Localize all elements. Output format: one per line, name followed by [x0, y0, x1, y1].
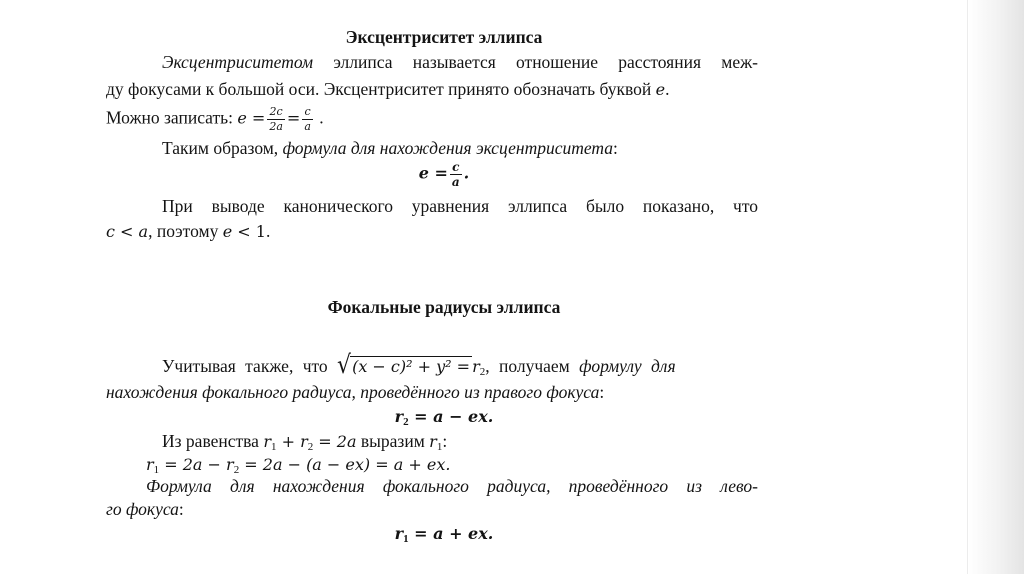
var-c: c	[106, 222, 115, 241]
subscript: 1	[153, 464, 160, 476]
subscript: 1	[436, 441, 443, 453]
paragraph-thus	[162, 137, 618, 159]
formula-for-text: формулу для	[579, 356, 676, 376]
paragraph-canonical-line-1: При выводе канонического уравнения эллипса было показано, что	[162, 196, 758, 216]
definition-text: эллипса называется отношение расстояния меж-	[333, 52, 759, 72]
express-text: выразим	[360, 431, 425, 451]
frac-den: a	[451, 175, 460, 189]
paragraph-left-focus-line-1: Формула для нахождения фокального радиуса, проведённого из лево-	[146, 476, 758, 496]
can-write-label: Можно записать:	[106, 107, 233, 128]
sqrt-content: (x − c)² + y² =	[352, 357, 471, 376]
from-equality-text: Из равенства	[162, 431, 259, 451]
frac-den: 2a	[269, 120, 283, 133]
var-e: e	[222, 222, 233, 241]
formula-r2-rest: = a − ex.	[408, 407, 494, 426]
paragraph-canonical-line-2	[106, 220, 270, 243]
period: .	[665, 79, 670, 99]
subscript: 2	[403, 416, 409, 428]
focal-radius-right-text: нахождения фокального радиуса, проведённого из правого фокуса	[106, 382, 600, 402]
subscript: 2	[307, 441, 314, 453]
formula-lhs: e =	[418, 163, 448, 183]
derivation-part-a: = 2a −	[159, 455, 227, 474]
equals-2a: = 2a	[313, 432, 357, 451]
paragraph-definition-line-1	[162, 51, 758, 73]
paragraph-considering-line-2	[106, 381, 604, 403]
frac-num: 2c	[269, 105, 283, 118]
thus-text: Таким образом,	[162, 138, 279, 158]
period: .	[319, 107, 324, 128]
section-title-eccentricity: Эксцентриситет эллипса	[345, 27, 543, 47]
colon: :	[613, 138, 618, 158]
getting-text: , получаем	[485, 356, 570, 376]
eq-lhs: e =	[237, 108, 266, 128]
var-r: r	[472, 357, 480, 376]
derivation-part-b: = 2a − (a − ex) = a + ex.	[239, 455, 451, 474]
subscript: 2	[479, 366, 486, 378]
paragraph-considering-line-1	[162, 351, 676, 380]
fraction-2c-2a	[267, 106, 285, 133]
fraction-c-a-bold	[450, 161, 462, 188]
sqrt-symbol: √	[337, 351, 352, 380]
less-than-one: < 1	[232, 222, 266, 241]
var-a: a	[138, 222, 149, 241]
page-shadow	[968, 0, 1024, 574]
formula-italic-text: формула для нахождения эксцентриситета	[282, 138, 614, 158]
subscript: 1	[270, 441, 277, 453]
left-focus-text: го фокуса	[106, 499, 179, 519]
less-than: <	[114, 222, 139, 241]
subscript: 1	[403, 533, 409, 545]
var-r: r	[263, 432, 271, 451]
considering-text: Учитывая также, что	[162, 356, 328, 376]
fraction-c-a	[302, 106, 313, 133]
formula-r2	[0, 405, 888, 428]
formula-r1	[0, 522, 888, 545]
var-r: r	[146, 455, 154, 474]
paragraph-definition-line-2	[106, 78, 669, 101]
var-r: r	[226, 455, 234, 474]
definition-text-2: ду фокусами к большой оси. Эксцентриситет принято обозначать буквой	[106, 79, 652, 99]
formula-end: .	[463, 163, 470, 183]
paragraph-left-focus-line-2	[106, 498, 184, 520]
paragraph-can-write	[106, 106, 324, 133]
var-r: r	[394, 407, 404, 426]
colon: :	[442, 431, 448, 451]
eq-mid: =	[286, 108, 301, 128]
frac-num: c	[452, 160, 460, 174]
derivation-r1	[146, 453, 450, 476]
colon: :	[178, 499, 184, 519]
term-eccentricity: Эксцентриситетом	[162, 52, 314, 72]
period: .	[265, 221, 271, 241]
frac-num: c	[304, 105, 311, 118]
var-e: e	[655, 80, 666, 99]
var-r: r	[429, 432, 437, 451]
paragraph-from-equality	[162, 430, 447, 453]
therefore-text: , поэтому	[148, 221, 219, 241]
section-title-focal-radii: Фокальные радиусы эллипса	[327, 297, 561, 317]
frac-den: a	[304, 120, 311, 133]
var-r: r	[300, 432, 308, 451]
subscript: 2	[233, 464, 240, 476]
plus: +	[276, 432, 301, 451]
var-r: r	[394, 524, 404, 543]
colon: :	[599, 382, 605, 402]
formula-r1-rest: = a + ex.	[408, 524, 494, 543]
formula-eccentricity	[0, 161, 888, 188]
